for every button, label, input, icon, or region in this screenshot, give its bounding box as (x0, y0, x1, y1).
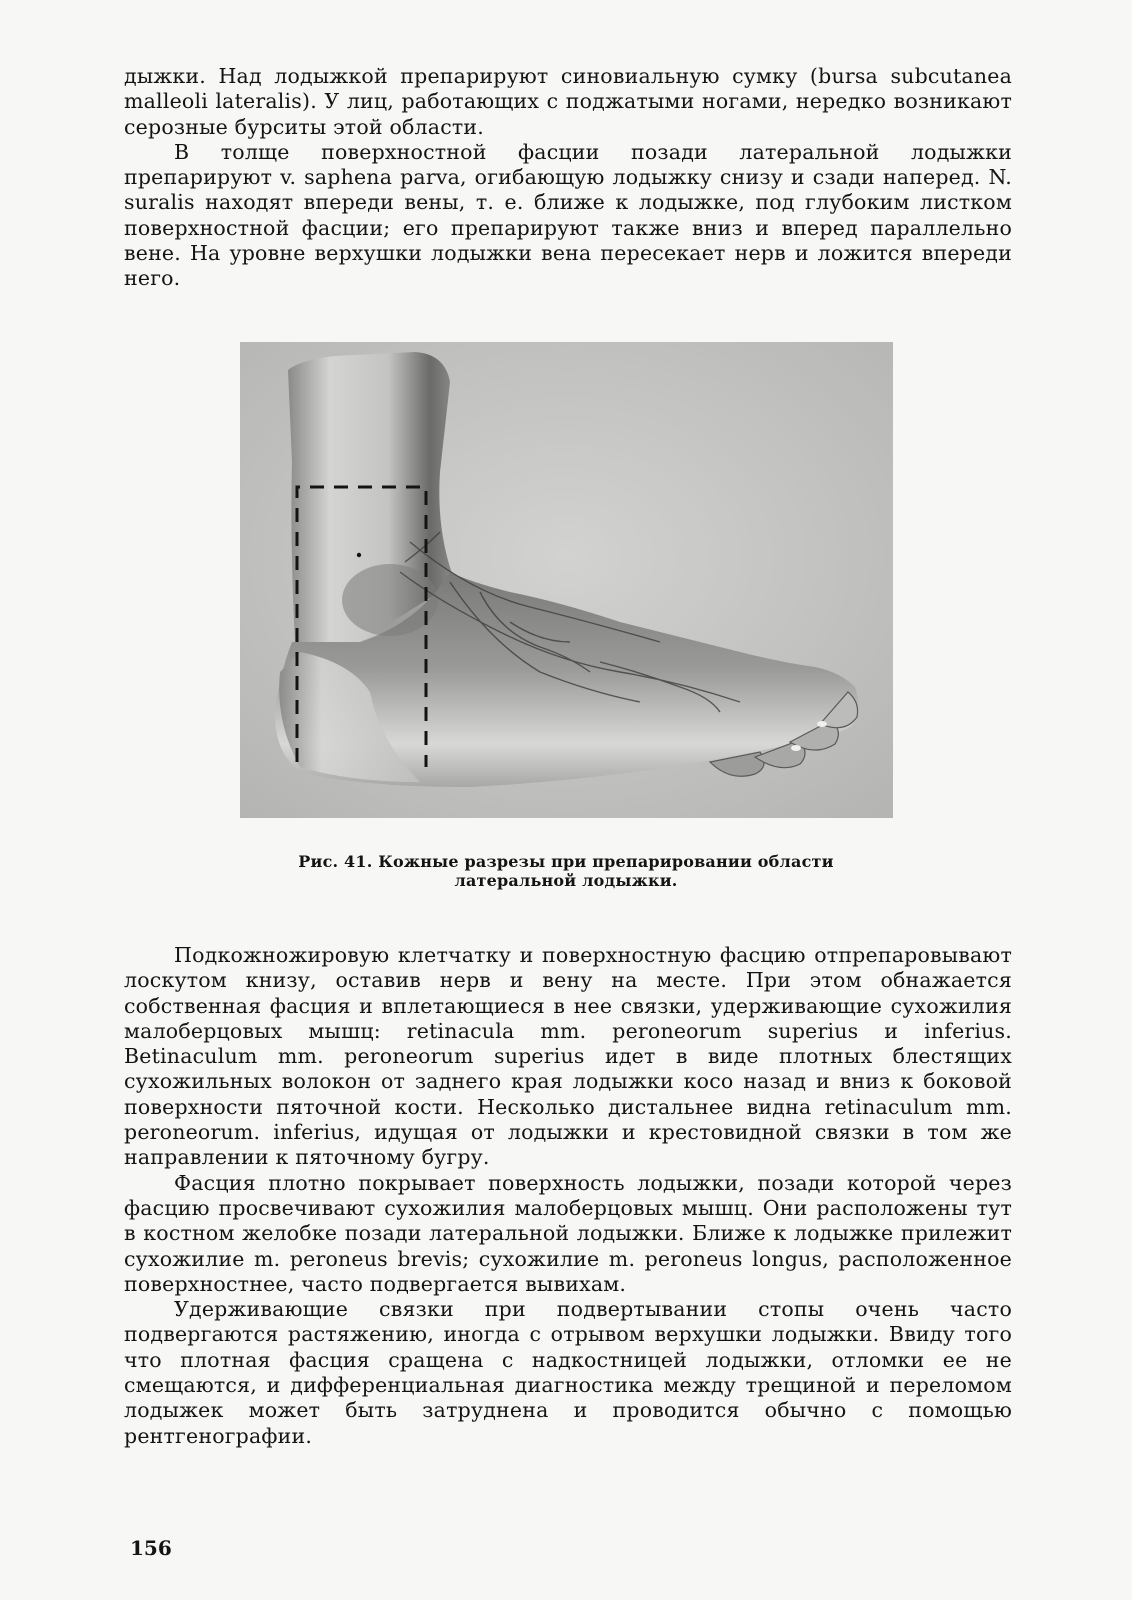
figure-caption (236, 852, 896, 890)
paragraph: В толще поверхностной фасции позади латеральной лодыжки препарируют v. saphena parva, огибающую лодыжку снизу и сзади наперед. N. suralis находят впереди вены, т. е. ближе к лодыжке, под глубоким листком поверхностной фасции; его препарируют также вниз и вперед параллельно вене. На уровне верхушки лодыжки вена пересекает нерв и ложится впереди него. (124, 139, 1012, 291)
top-text (124, 64, 1012, 292)
paragraph: Фасция плотно покрывает поверхность лодыжки, позади которой через фасцию просвечивают сухожилия малоберцовых мышц. Они расположены тут в костном желобке позади латеральной лодыжки. Ближе к лодыжке прилежит сухожилие m. peroneus brevis; сухожилие m. peroneus longus, расположенное поверхностнее, часто подвергается вывихам. (124, 1170, 1012, 1296)
paragraph: Удерживающие связки при подвертывании стопы очень часто подвергаются растяжению, иногда с отрывом верхушки лодыжки. Ввиду того что плотная фасция сращена с надкостницей лодыжки, отломки ее не смещаются, и дифференциальная диагностика между трещиной и переломом лодыжек может быть затруднена и проводится обычно с помощью рентгенографии. (124, 1297, 1012, 1448)
marker-dot (357, 553, 361, 557)
page-number: 156 (130, 1536, 172, 1560)
foot-illustration (240, 342, 893, 818)
bottom-text (124, 943, 1012, 1449)
malleolus-shape (342, 564, 438, 636)
toenail (791, 745, 801, 751)
paragraph: Подкожножировую клетчатку и поверхностную фасцию отпрепаровывают лоскутом книзу, оставив нерв и вену на месте. При этом обнажается собственная фасция и вплетающиеся в нее связки, удерживающие сухожилия малоберцовых мышц: retinacula mm. peroneorum superius и inferius. Betinaculum mm. peroneorum superius идет в виде плотных блестящих сухожильных волокон от заднего края лодыжки косо назад и вниз к боковой поверхности пяточной кости. Несколько дистальнее видна retinaculum mm. peroneorum. inferius, идущая от лодыжки и крестовидной связки в том же направлении к пяточному бугру. (124, 943, 1012, 1170)
toenail (817, 721, 827, 727)
paragraph: дыжки. Над лодыжкой препарируют синовиальную сумку (bursa subcutanea malleoli lateralis). У лиц, работающих с поджатыми ногами, нередко возникают серозные бурситы этой области. (124, 64, 1012, 139)
caption-line: Рис. 41. Кожные разрезы при препарировании области латеральной лодыжки. (298, 852, 834, 890)
